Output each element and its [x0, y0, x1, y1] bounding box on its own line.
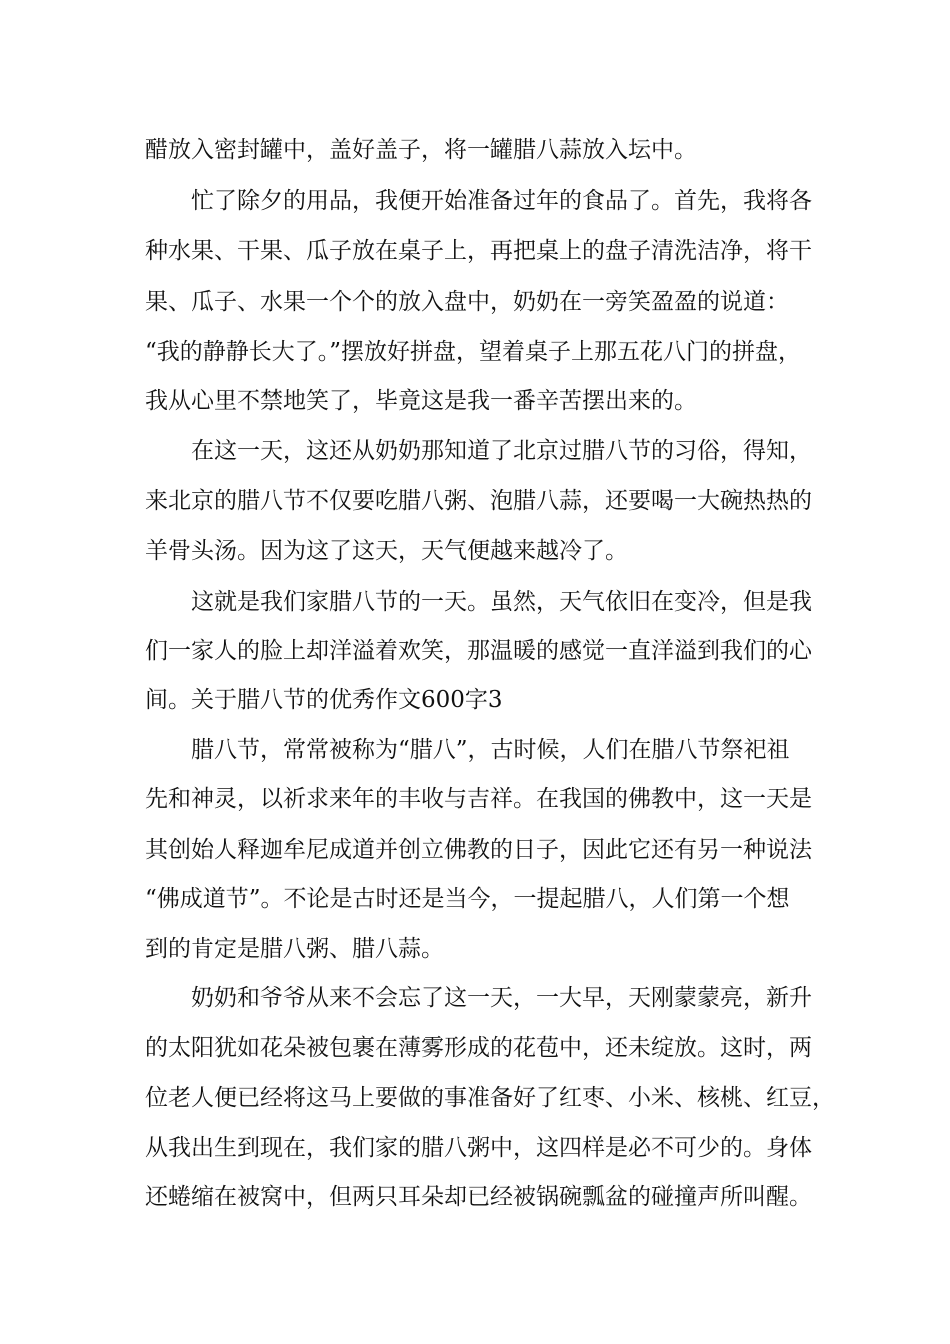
paragraph-first-line: 忙了除夕的用品，我便开始准备过年的食品了。首先，我将各: [191, 188, 812, 214]
text-line: 先和神灵，以祈求来年的丰收与吉祥。在我国的佛教中，这一天是: [145, 786, 812, 812]
text-line: 我从心里不禁地笑了，毕竟这是我一番辛苦摆出来的。: [145, 388, 697, 414]
text-line: 间。关于腊八节的优秀作文600字3: [145, 687, 503, 713]
text-line: “我的静静长大了。”摆放好拼盘，望着桌子上那五花八门的拼盘，: [145, 339, 802, 365]
text-line: 种水果、干果、瓜子放在桌子上，再把桌上的盘子清洗洁净，将干: [145, 238, 812, 264]
paragraph-first-line: 在这一天，这还从奶奶那知道了北京过腊八节的习俗，得知，: [191, 438, 812, 464]
text-line: 们一家人的脸上却洋溢着欢笑，那温暖的感觉一直洋溢到我们的心: [145, 638, 812, 664]
text-line: 果、瓜子、水果一个个的放入盘中，奶奶在一旁笑盈盈的说道：: [145, 289, 789, 315]
text-line: 的太阳犹如花朵被包裹在薄雾形成的花苞中，还未绽放。这时，两: [145, 1035, 812, 1061]
text-line: 来北京的腊八节不仅要吃腊八粥、泡腊八蒜，还要喝一大碗热热的: [145, 488, 812, 514]
text-line: 到的肯定是腊八粥、腊八蒜。: [145, 936, 444, 962]
text-line: 羊骨头汤。因为这了这天，天气便越来越冷了。: [145, 538, 628, 564]
text-line: 其创始人释迦牟尼成道并创立佛教的日子，因此它还有另一种说法: [145, 837, 812, 863]
text-line: 从我出生到现在，我们家的腊八粥中，这四样是必不可少的。身体: [145, 1135, 812, 1161]
text-line: 位老人便已经将这马上要做的事准备好了红枣、小米、核桃、红豆，: [145, 1085, 835, 1111]
paragraph-first-line: 奶奶和爷爷从来不会忘了这一天，一大早，天刚蒙蒙亮，新升: [191, 985, 812, 1011]
paragraph-first-line: 这就是我们家腊八节的一天。虽然，天气依旧在变冷，但是我: [191, 589, 812, 615]
text-line: 醋放入密封罐中，盖好盖子，将一罐腊八蒜放入坛中。: [145, 137, 697, 163]
text-line: “佛成道节”。不论是古时还是当今，一提起腊八，人们第一个想: [145, 886, 790, 912]
text-line: 还蜷缩在被窝中，但两只耳朵却已经被锅碗瓢盆的碰撞声所叫醒。: [145, 1184, 812, 1210]
paragraph-first-line: 腊八节，常常被称为“腊八”，古时候，人们在腊八节祭祀祖: [191, 737, 790, 763]
